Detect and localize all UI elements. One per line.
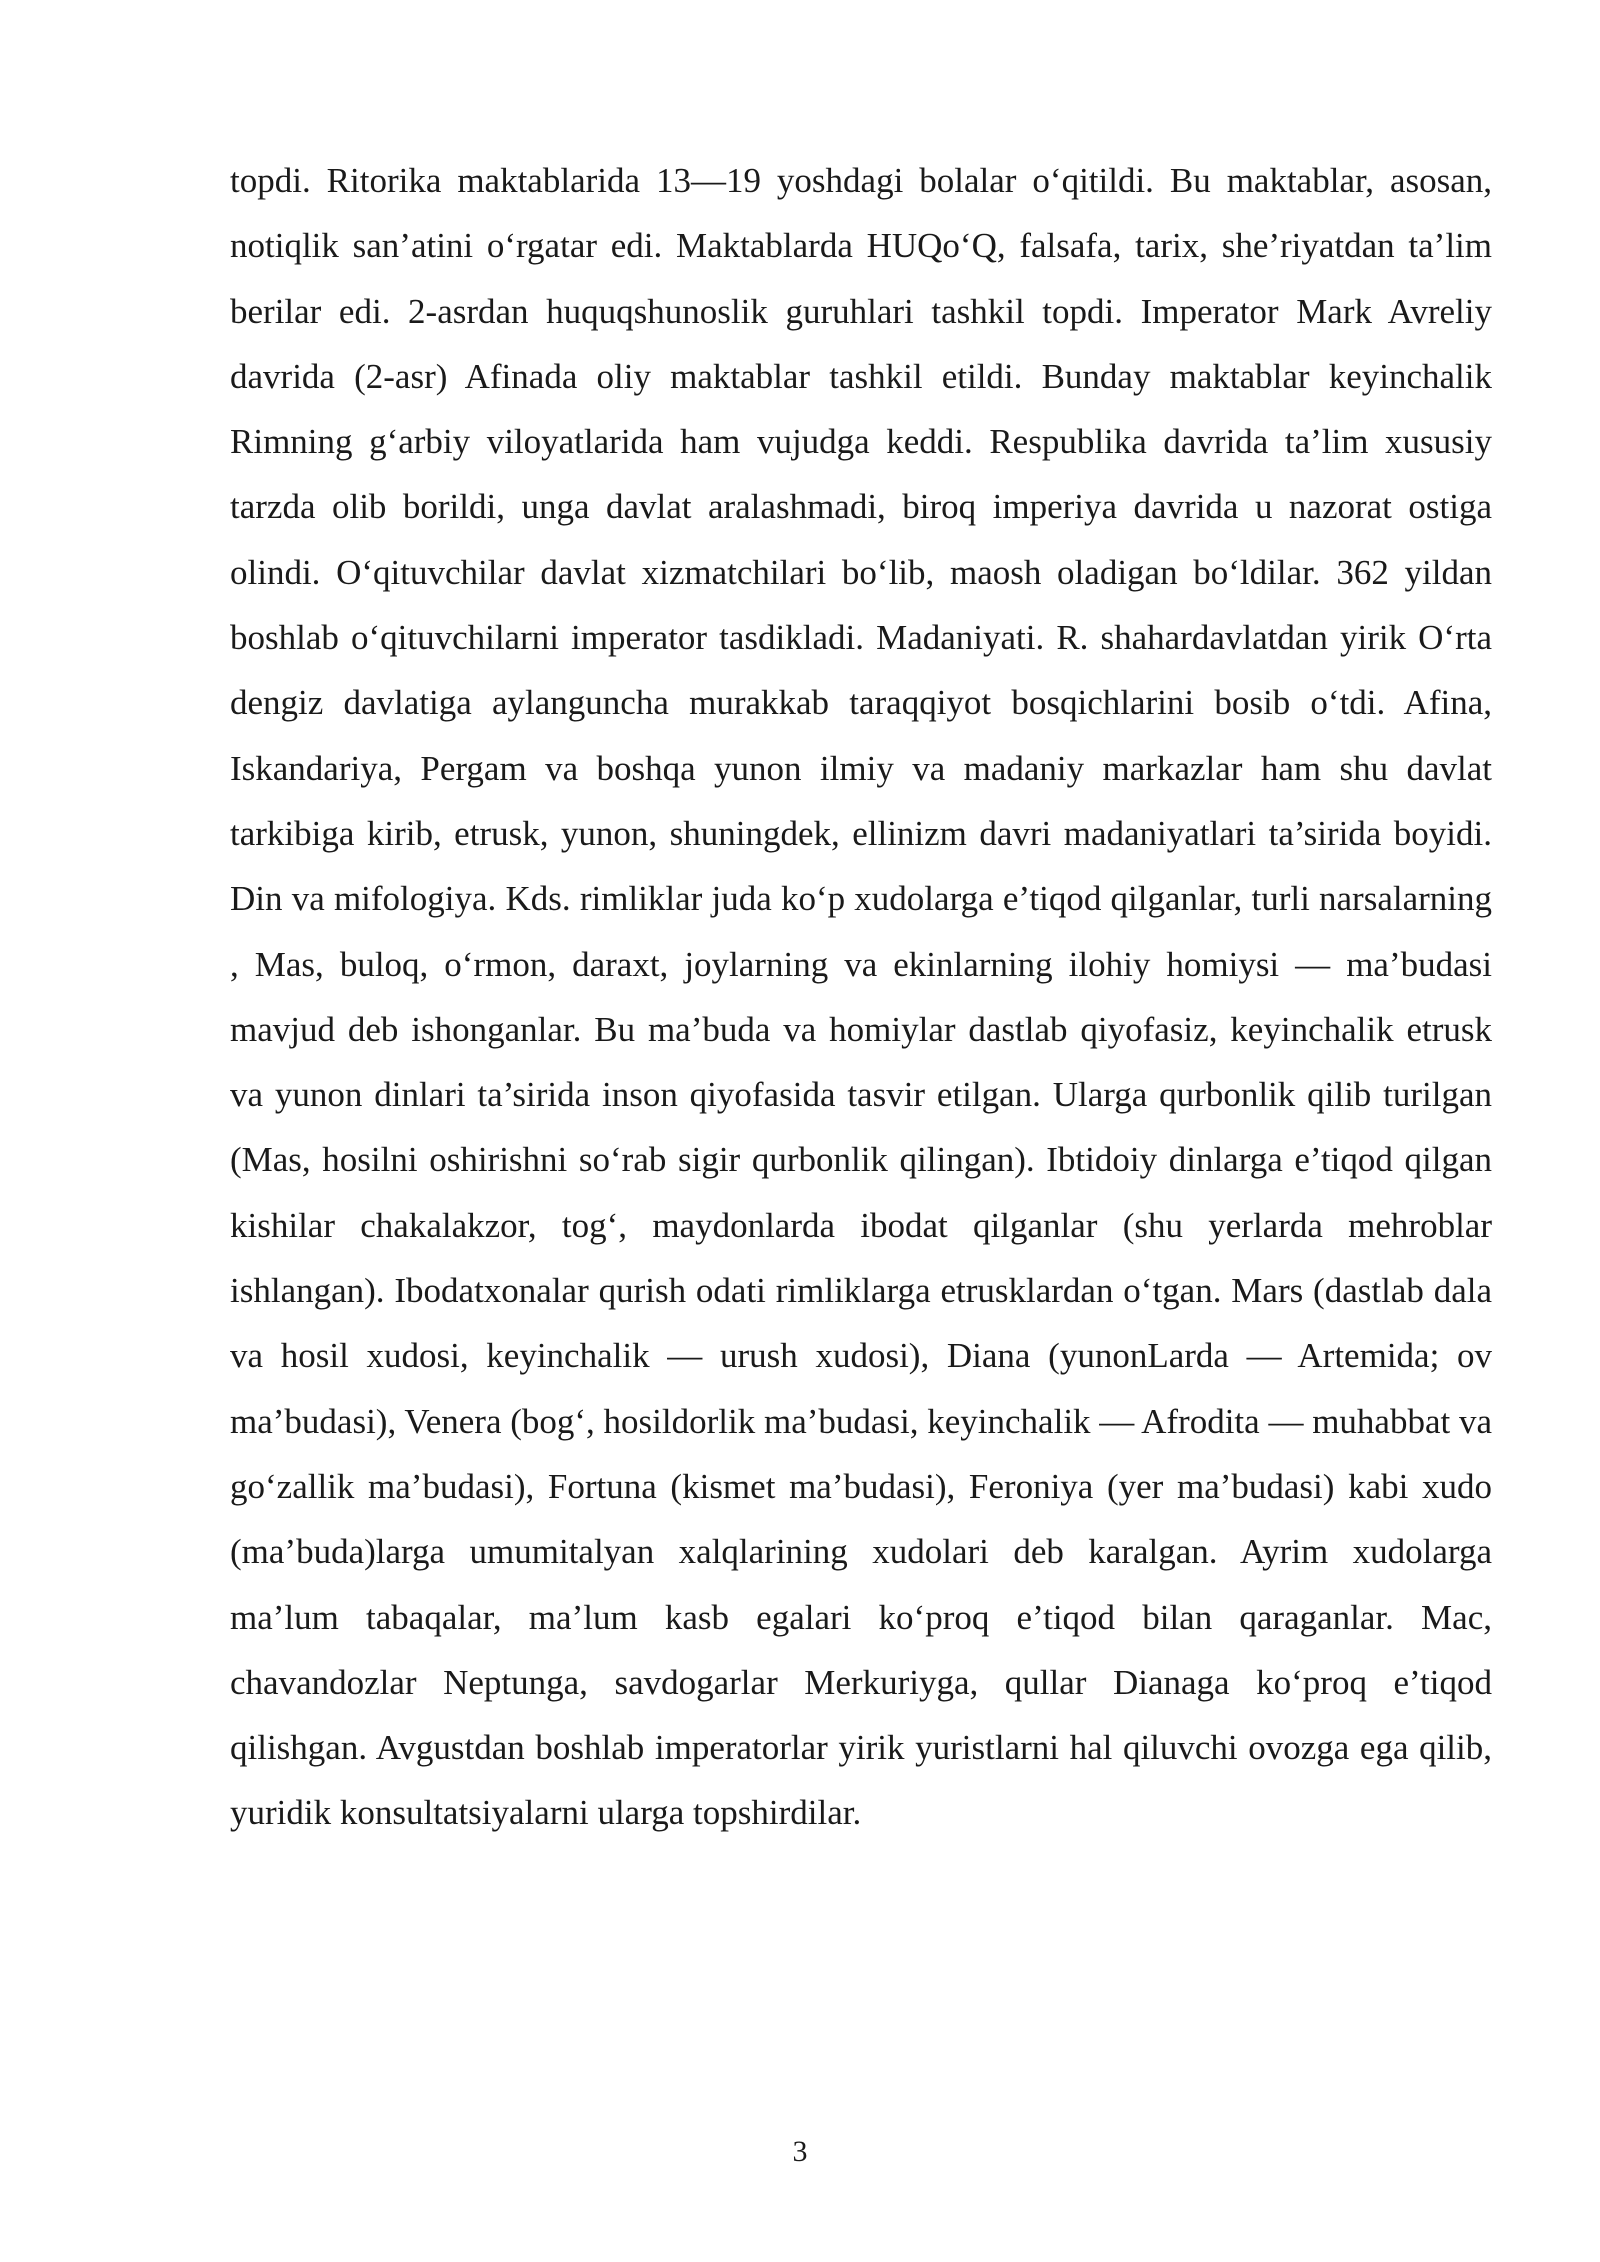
page-number: 3 <box>792 2135 808 2168</box>
body-paragraph: topdi. Ritorika maktablarida 13—19 yoshdagi bolalar o‘qitildi. Bu maktablar, asosan, notiqlik san’atini o‘rgatar edi. Maktablarda HUQo‘Q, falsafa, tarix, she’riyatdan ta’lim berilar edi. 2-asrdan huquqshunoslik guruhlari tashkil topdi. Imperator Mark Avreliy davrida (2-asr) Afinada oliy maktablar tashkil etildi. Bunday maktablar keyinchalik Rimning g‘arbiy viloyatlarida ham vujudga keddi. Respublika davrida ta’lim xususiy tarzda olib borildi, unga davlat aralashmadi, biroq imperiya davrida u nazorat ostiga olindi. O‘qituvchilar davlat xizmatchilari bo‘lib, maosh oladigan bo‘ldilar. 362 yildan boshlab o‘qituvchilarni imperator tasdikladi. Madaniyati. R. shahardavlatdan yirik O‘rta dengiz davlatiga aylanguncha murakkab taraqqiyot bosqichlarini bosib o‘tdi. Afina, Iskandariya, Pergam va boshqa yunon ilmiy va madaniy markazlar ham shu davlat tarkibiga kirib, etrusk, yunon, shuningdek, ellinizm davri madaniyatlari ta’sirida boyidi. Din va mifologiya. Kds. rimliklar juda ko‘p xudolarga e’tiqod qilganlar, turli narsalarning , Mas, buloq, o‘rmon, daraxt, joylarning va ekinlarning ilohiy homiysi — ma’budasi mavjud deb ishonganlar. Bu ma’buda va homiylar dastlab qiyofasiz, keyinchalik etrusk va yunon dinlari ta’sirida inson qiyofasida tasvir etilgan. Ularga qurbonlik qilib turilgan (Mas, hosilni oshirishni so‘rab sigir qurbonlik qilingan). Ibtidoiy dinlarga e’tiqod qilgan kishilar chakalakzor, tog‘, maydonlarda ibodat qilganlar (shu yerlarda mehroblar ishlangan). Ibodatxonalar qurish odati rimliklarga etrusklardan o‘tgan. Mars (dastlab dala va hosil xudosi, keyinchalik — urush xudosi), Diana (yunonLarda — Artemida; ov ma’budasi), Venera (bog‘, hosildorlik ma’budasi, keyinchalik — Afrodita — muhabbat va go‘zallik ma’budasi), Fortuna (kismet ma’budasi), Feroniya (yer ma’budasi) kabi xudo (ma’buda)larga umumitalyan xalqlarining xudolari deb karalgan. Ayrim xudolarga ma’lum tabaqalar, ma’lum kasb egalari ko‘proq e’tiqod bilan qaraganlar. Mac, chavandozlar Neptunga, savdogarlar Merkuriyga, qullar Dianaga ko‘proq e’tiqod qilishgan. Avgustdan boshlab imperatorlar yirik yuristlarni hal qiluvchi ovozga ega qilib, yuridik konsultatsiyalarni ularga topshirdilar. <box>230 161 1492 1833</box>
